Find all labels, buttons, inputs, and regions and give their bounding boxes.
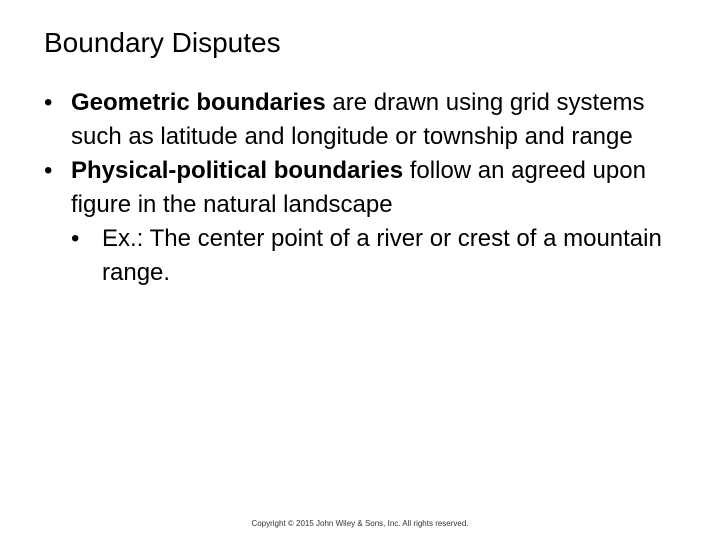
bullet-geometric-boundaries	[44, 86, 694, 154]
bullet-term: Physical-political boundaries	[71, 157, 404, 184]
bullet-marker: •	[44, 157, 53, 184]
slide-title: Boundary Disputes	[44, 27, 281, 58]
sub-bullet-example	[71, 222, 694, 290]
bullet-term: Geometric boundaries	[71, 89, 326, 116]
bullet-text: follow an agreed upon figure in the natural landscape	[71, 157, 646, 218]
sub-bullet-text: Ex.: The center point of a river or crest of a mountain range.	[102, 225, 662, 286]
bullet-marker: •	[44, 89, 53, 116]
sub-bullet-marker: •	[71, 225, 80, 252]
bullet-physical-political-boundaries	[44, 154, 694, 290]
bullet-text: are drawn using grid systems such as latitude and longitude or township and range	[71, 89, 645, 150]
bullet-list	[44, 86, 694, 290]
sub-bullet-list	[71, 222, 694, 290]
copyright-footer: Copyright © 2015 John Wiley & Sons, Inc. All rights reserved.	[251, 519, 469, 528]
